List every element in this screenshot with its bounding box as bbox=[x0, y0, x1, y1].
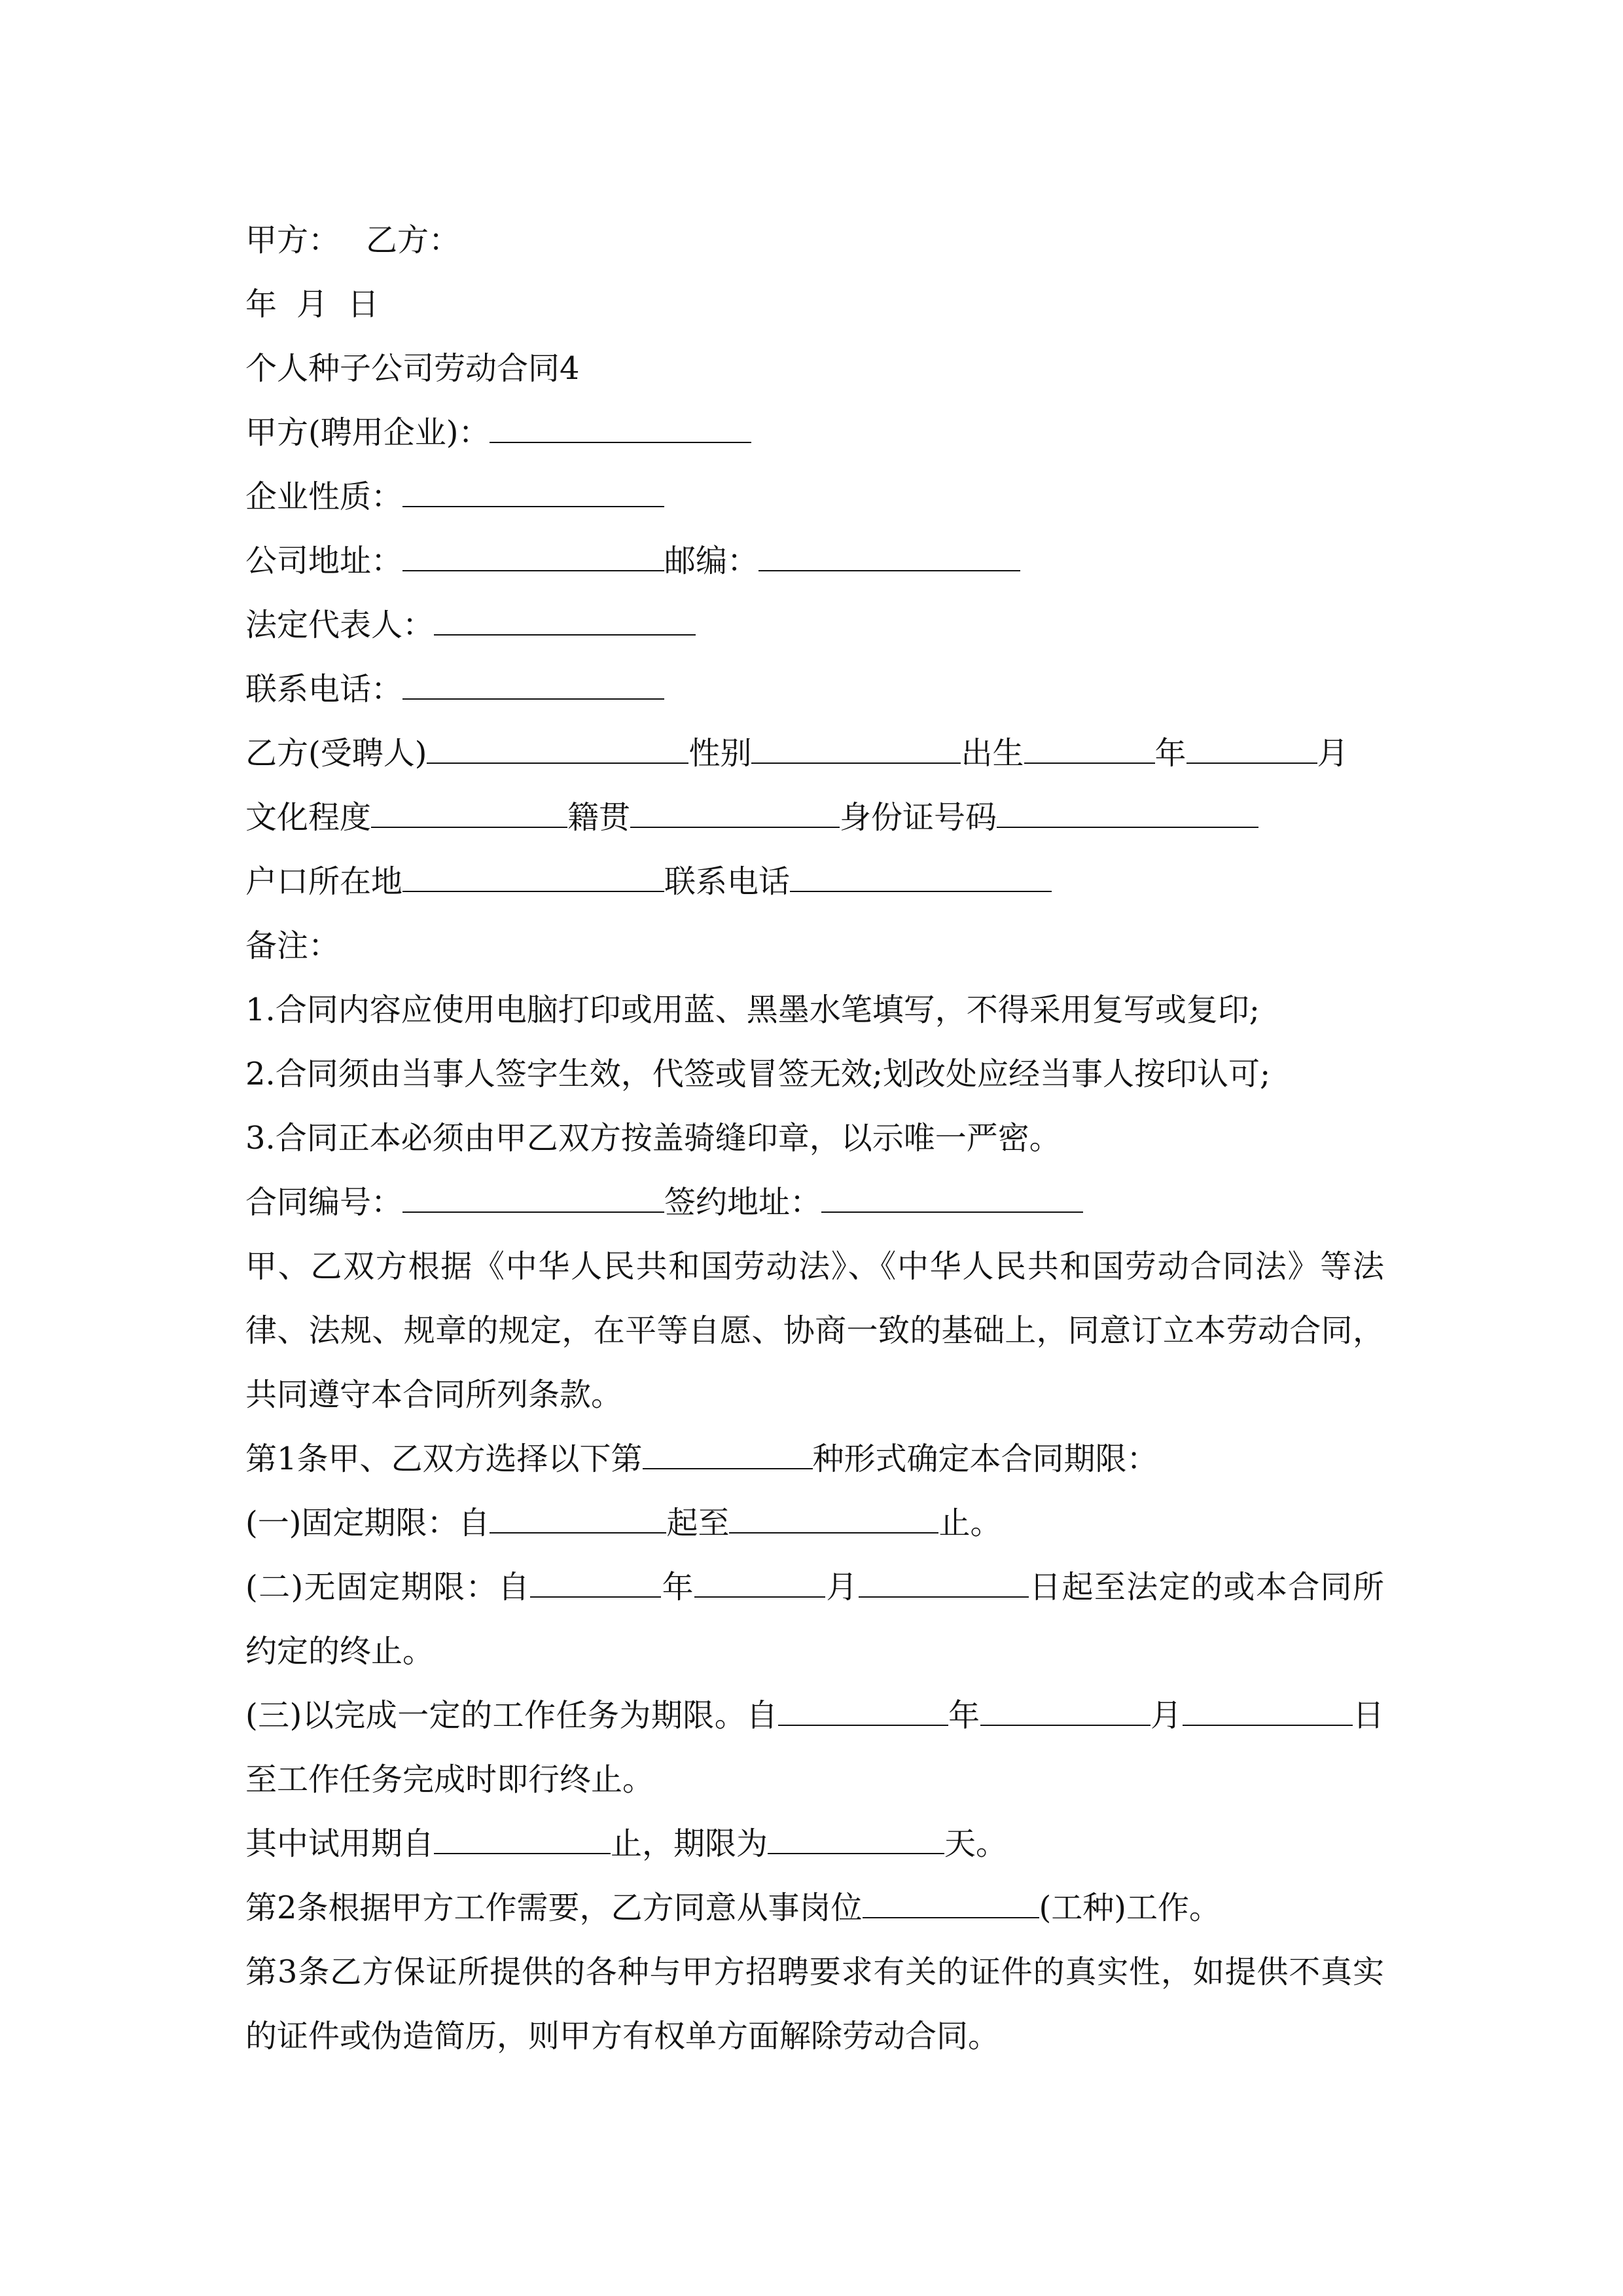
open-month: 月 bbox=[825, 1569, 859, 1605]
document-page bbox=[245, 208, 1384, 2068]
nature-line bbox=[245, 465, 1384, 529]
employer-line bbox=[245, 401, 1384, 465]
open-year-blank[interactable] bbox=[530, 1558, 661, 1598]
party-a-sign: 甲方： bbox=[245, 222, 340, 259]
open-text-a: (二)无固定期限：自 bbox=[245, 1569, 531, 1605]
prob-days-blank[interactable] bbox=[768, 1815, 944, 1854]
task-year-blank[interactable] bbox=[778, 1687, 948, 1726]
probation-line bbox=[245, 1812, 1384, 1876]
prob-text-b: 止，期限为 bbox=[611, 1825, 768, 1862]
native-blank[interactable] bbox=[630, 789, 840, 828]
fixed-text-a: (一)固定期限：自 bbox=[245, 1505, 490, 1541]
task-year: 年 bbox=[948, 1697, 980, 1734]
signature-line bbox=[245, 208, 1384, 272]
employee-line bbox=[245, 721, 1384, 785]
birth-blank[interactable] bbox=[1024, 725, 1155, 764]
employee-blank[interactable] bbox=[427, 725, 688, 764]
employee-phone-blank[interactable] bbox=[790, 853, 1052, 892]
notes-heading: 备注： bbox=[245, 927, 340, 964]
legal-rep-line bbox=[245, 593, 1384, 657]
open-year: 年 bbox=[661, 1569, 695, 1605]
fixed-text-b: 起至 bbox=[666, 1505, 730, 1541]
id-label: 身份证号码 bbox=[840, 799, 997, 836]
art1-text-b: 种形式确定本合同期限： bbox=[812, 1441, 1158, 1477]
gender-blank[interactable] bbox=[751, 725, 961, 764]
native-label: 籍贯 bbox=[567, 799, 631, 836]
education-line bbox=[245, 785, 1384, 850]
open-month-blank[interactable] bbox=[694, 1558, 825, 1598]
address-label: 公司地址： bbox=[245, 543, 403, 579]
postcode-label: 邮编： bbox=[664, 543, 759, 579]
task-text-a: (三)以完成一定的工作任务为期限。自 bbox=[245, 1697, 778, 1734]
gender-label: 性别 bbox=[688, 735, 752, 772]
sign-place-blank[interactable] bbox=[821, 1174, 1083, 1213]
note-item: 2.合同须由当事人签字生效，代签或冒签无效;划改处应经当事人按印认可; bbox=[245, 1056, 1271, 1092]
hukou-line bbox=[245, 850, 1384, 914]
nature-blank[interactable] bbox=[402, 468, 664, 507]
task-month: 月 bbox=[1150, 1697, 1183, 1734]
note-item: 3.合同正本必须由甲乙双方按盖骑缝印章，以示唯一严密。 bbox=[245, 1120, 1061, 1157]
employer-phone-line bbox=[245, 657, 1384, 721]
art2-text-a: 第2条根据甲方工作需要，乙方同意从事岗位 bbox=[245, 1890, 863, 1926]
birth-label: 出生 bbox=[961, 735, 1024, 772]
article-3-paragraph: 第3条乙方保证所提供的各种与甲方招聘要求有关的证件的真实性，如提供不真实的证件或伪造简历，则甲方有权单方面解除劳动合同。 bbox=[245, 1954, 1384, 2054]
contract-number-line bbox=[245, 1170, 1384, 1234]
art2-text-b: (工种)工作。 bbox=[1039, 1890, 1221, 1926]
birth-year-blank[interactable] bbox=[1186, 725, 1317, 764]
fixed-to-blank[interactable] bbox=[729, 1494, 938, 1534]
intro-paragraph: 甲、乙双方根据《中华人民共和国劳动法》、《中华人民共和国劳动合同法》等法律、法规、规章的规定，在平等自愿、协商一致的基础上，同意订立本劳动合同，共同遵守本合同所列条款。 bbox=[245, 1248, 1384, 1413]
sign-place-label: 签约地址： bbox=[664, 1184, 822, 1221]
task-day-blank[interactable] bbox=[1183, 1687, 1353, 1726]
postcode-blank[interactable] bbox=[758, 532, 1020, 571]
legal-rep-label: 法定代表人： bbox=[245, 607, 435, 643]
date-line bbox=[245, 272, 1384, 336]
article-1-line bbox=[245, 1427, 1384, 1491]
birth-year: 年 bbox=[1154, 735, 1186, 772]
party-b-sign: 乙方： bbox=[366, 222, 461, 259]
article-2-line bbox=[245, 1876, 1384, 1940]
open-text-b: 日起至法定的或本合同所约定的终止。 bbox=[245, 1569, 1384, 1670]
education-blank[interactable] bbox=[371, 789, 567, 828]
employer-blank[interactable] bbox=[490, 404, 751, 443]
fixed-term-line bbox=[245, 1491, 1384, 1555]
task-month-blank[interactable] bbox=[980, 1687, 1150, 1726]
education-label: 文化程度 bbox=[245, 799, 372, 836]
employer-phone-blank[interactable] bbox=[402, 660, 664, 700]
contract-number-label: 合同编号： bbox=[245, 1184, 403, 1221]
contract-title: 个人种子公司劳动合同4 bbox=[245, 350, 580, 387]
employee-label: 乙方(受聘人) bbox=[245, 735, 427, 772]
open-day-blank[interactable] bbox=[859, 1558, 1029, 1598]
art1-text-a: 第1条甲、乙双方选择以下第 bbox=[245, 1441, 643, 1477]
open-term-paragraph bbox=[245, 1555, 1384, 1683]
art1-form-blank[interactable] bbox=[643, 1430, 813, 1469]
address-line bbox=[245, 529, 1384, 593]
id-blank[interactable] bbox=[997, 789, 1258, 828]
task-text-b: 日至工作任务完成时即行终止。 bbox=[245, 1697, 1384, 1798]
employer-phone-label: 联系电话： bbox=[245, 671, 403, 708]
prob-text-c: 天。 bbox=[944, 1825, 1008, 1862]
legal-rep-blank[interactable] bbox=[434, 596, 696, 636]
nature-label: 企业性质： bbox=[245, 478, 403, 515]
prob-until-blank[interactable] bbox=[434, 1815, 611, 1854]
address-blank[interactable] bbox=[402, 532, 664, 571]
date-month: 月 bbox=[296, 286, 329, 323]
employee-phone-label: 联系电话 bbox=[664, 863, 791, 900]
hukou-label: 户口所在地 bbox=[245, 863, 403, 900]
post-blank[interactable] bbox=[863, 1879, 1039, 1918]
task-term-paragraph bbox=[245, 1683, 1384, 1812]
date-year: 年 bbox=[245, 286, 277, 323]
hukou-blank[interactable] bbox=[402, 853, 664, 892]
prob-text-a: 其中试用期自 bbox=[245, 1825, 435, 1862]
fixed-from-blank[interactable] bbox=[490, 1494, 666, 1534]
note-item: 1.合同内容应使用电脑打印或用蓝、黑墨水笔填写，不得采用复写或复印; bbox=[245, 992, 1260, 1028]
fixed-text-c: 止。 bbox=[938, 1505, 1002, 1541]
date-day: 日 bbox=[348, 286, 380, 323]
birth-month: 月 bbox=[1317, 735, 1349, 772]
contract-number-blank[interactable] bbox=[402, 1174, 664, 1213]
employer-label: 甲方(聘用企业)： bbox=[245, 414, 490, 451]
